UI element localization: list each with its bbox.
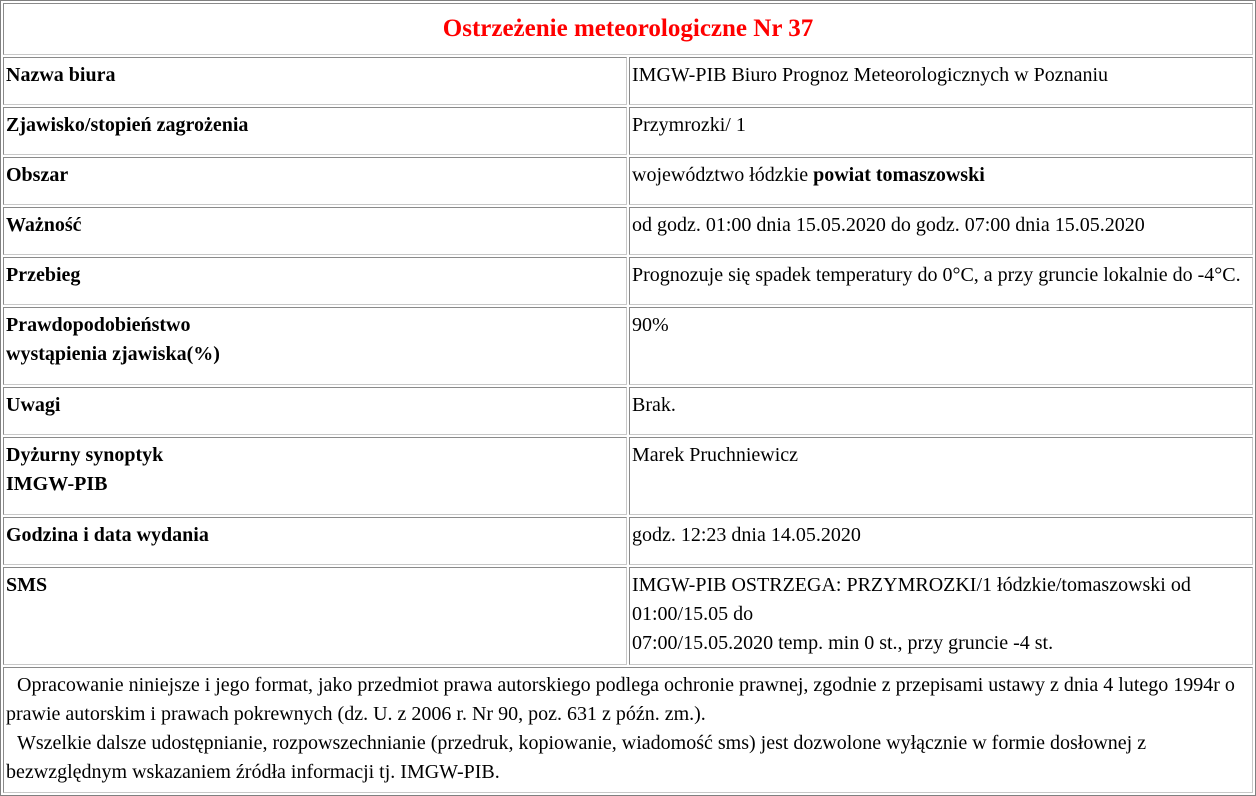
- row-value-office: IMGW-PIB Biuro Prognoz Meteorologicznych w Poznaniu: [629, 57, 1253, 105]
- table-row: [3, 387, 1253, 435]
- row-label-sms: SMS: [3, 567, 627, 665]
- row-value-probability: 90%: [629, 307, 1253, 385]
- row-label-area: Obszar: [3, 157, 627, 205]
- row-label-forecaster: [3, 437, 627, 515]
- probability-label-line2: wystąpienia zjawiska(%): [6, 343, 220, 365]
- table-row: [3, 257, 1253, 305]
- row-value-area: [629, 157, 1253, 205]
- copyright-paragraph-1: Opracowanie niniejsze i jego format, jako przedmiot prawa autorskiego podlega ochronie prawnej, zgodnie z przepisami ustawy z dnia 4 lutego 1994r o prawie autorskim i prawach pokrewnych (dz. U. z 2006 r. Nr 90, poz. 631 z późn. zm.).: [6, 674, 1235, 725]
- table-row: [3, 517, 1253, 565]
- warning-title: Ostrzeżenie meteorologiczne Nr 37: [3, 3, 1253, 55]
- table-row: [3, 107, 1253, 155]
- table-row: [3, 157, 1253, 205]
- table-row: [3, 57, 1253, 105]
- row-value-sms: [629, 567, 1253, 665]
- row-value-validity: od godz. 01:00 dnia 15.05.2020 do godz. 07:00 dnia 15.05.2020: [629, 207, 1253, 255]
- table-row: [3, 567, 1253, 665]
- table-row: [3, 307, 1253, 385]
- table-row: [3, 207, 1253, 255]
- row-value-phenomenon: Przymrozki/ 1: [629, 107, 1253, 155]
- forecaster-label-line1: Dyżurny synoptyk: [6, 444, 164, 466]
- table-row: [3, 437, 1253, 515]
- row-value-issued: godz. 12:23 dnia 14.05.2020: [629, 517, 1253, 565]
- row-label-issued: Godzina i data wydania: [3, 517, 627, 565]
- row-label-probability: [3, 307, 627, 385]
- row-value-forecaster: Marek Pruchniewicz: [629, 437, 1253, 515]
- row-value-remarks: Brak.: [629, 387, 1253, 435]
- probability-label-line1: Prawdopodobieństwo: [6, 314, 191, 336]
- sms-line1: IMGW-PIB OSTRZEGA: PRZYMROZKI/1 łódzkie/tomaszowski od 01:00/15.05 do: [632, 574, 1191, 625]
- row-label-remarks: Uwagi: [3, 387, 627, 435]
- row-label-validity: Ważność: [3, 207, 627, 255]
- sms-line2: 07:00/15.05.2020 temp. min 0 st., przy gruncie -4 st.: [632, 632, 1054, 654]
- forecaster-label-line2: IMGW-PIB: [6, 473, 108, 495]
- row-label-phenomenon: Zjawisko/stopień zagrożenia: [3, 107, 627, 155]
- row-label-course: Przebieg: [3, 257, 627, 305]
- area-county: powiat tomaszowski: [813, 164, 985, 186]
- row-value-course: Prognozuje się spadek temperatury do 0°C, a przy gruncie lokalnie do -4°C.: [629, 257, 1253, 305]
- area-voivodeship: województwo łódzkie: [632, 164, 809, 186]
- copyright-paragraph-2: Wszelkie dalsze udostępnianie, rozpowszechnianie (przedruk, kopiowanie, wiadomość sms) jest dozwolone wyłącznie w formie dosłownej z bezwzględnym wskazaniem źródła informacji tj. IMGW-PIB.: [6, 732, 1147, 783]
- copyright-notice: [3, 667, 1253, 793]
- row-label-office: Nazwa biura: [3, 57, 627, 105]
